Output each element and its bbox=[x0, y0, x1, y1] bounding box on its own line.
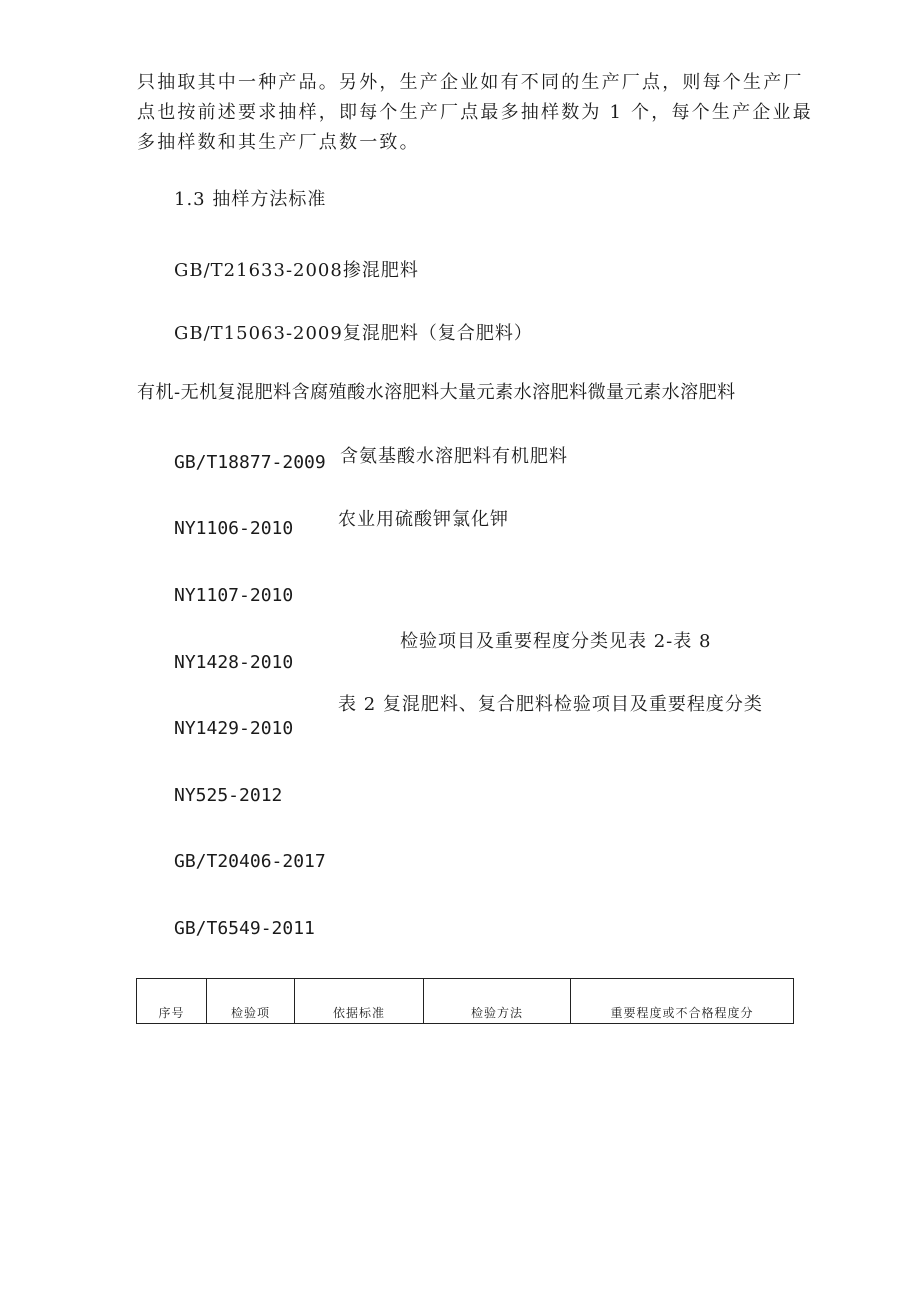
standard-code: NY1107-2010 bbox=[174, 585, 294, 606]
table-header-cell: 检验方法 bbox=[424, 979, 571, 1024]
standard-line bbox=[174, 256, 419, 286]
inspection-table bbox=[136, 978, 794, 1024]
paragraph-line: 只抽取其中一种产品。另外，生产企业如有不同的生产厂点，则每个生产厂 bbox=[137, 72, 804, 93]
table-header-cell: 序号 bbox=[137, 979, 207, 1024]
standard-code: NY1106-2010 bbox=[174, 518, 294, 539]
table-caption: 表 2 复混肥料、复合肥料检验项目及重要程度分类 bbox=[338, 694, 763, 715]
table-header-cell: 检验项 bbox=[207, 979, 295, 1024]
paragraph-line: 多抽样数和其生产厂点数一致。 bbox=[137, 132, 420, 153]
standard-code: GB/T20406-2017 bbox=[174, 851, 326, 872]
standard-line bbox=[174, 319, 533, 349]
standard-code: NY1428-2010 bbox=[174, 652, 294, 673]
standard-code: NY525-2012 bbox=[174, 785, 283, 806]
table-header-cell: 重要程度或不合格程度分 bbox=[571, 979, 794, 1024]
intro-paragraph bbox=[137, 68, 813, 158]
standard-name: 掺混肥料 bbox=[342, 260, 419, 281]
organic-fertilizer-text: 含氨基酸水溶肥料有机肥料 bbox=[340, 446, 568, 467]
standard-code: GB/T15063-2009 bbox=[174, 323, 343, 344]
potash-text: 农业用硫酸钾氯化钾 bbox=[338, 509, 509, 530]
table-header-row bbox=[137, 979, 794, 1024]
standard-code: GB/T21633-2008 bbox=[174, 260, 343, 281]
standard-code: NY1429-2010 bbox=[174, 718, 294, 739]
paragraph-line: 点也按前述要求抽样，即每个生产厂点最多抽样数为 1 个，每个生产企业最 bbox=[137, 102, 813, 123]
standard-name: 复混肥料（复合肥料） bbox=[342, 323, 533, 344]
section-heading: 1.3 抽样方法标准 bbox=[174, 189, 327, 210]
standard-code: GB/T6549-2011 bbox=[174, 918, 315, 939]
see-tables-text: 检验项目及重要程度分类见表 2-表 8 bbox=[400, 631, 712, 652]
fertilizer-types-line: 有机-无机复混肥料含腐殖酸水溶肥料大量元素水溶肥料微量元素水溶肥料 bbox=[137, 382, 736, 403]
standard-code: GB/T18877-2009 bbox=[174, 452, 326, 473]
table-header-cell: 依据标准 bbox=[295, 979, 424, 1024]
